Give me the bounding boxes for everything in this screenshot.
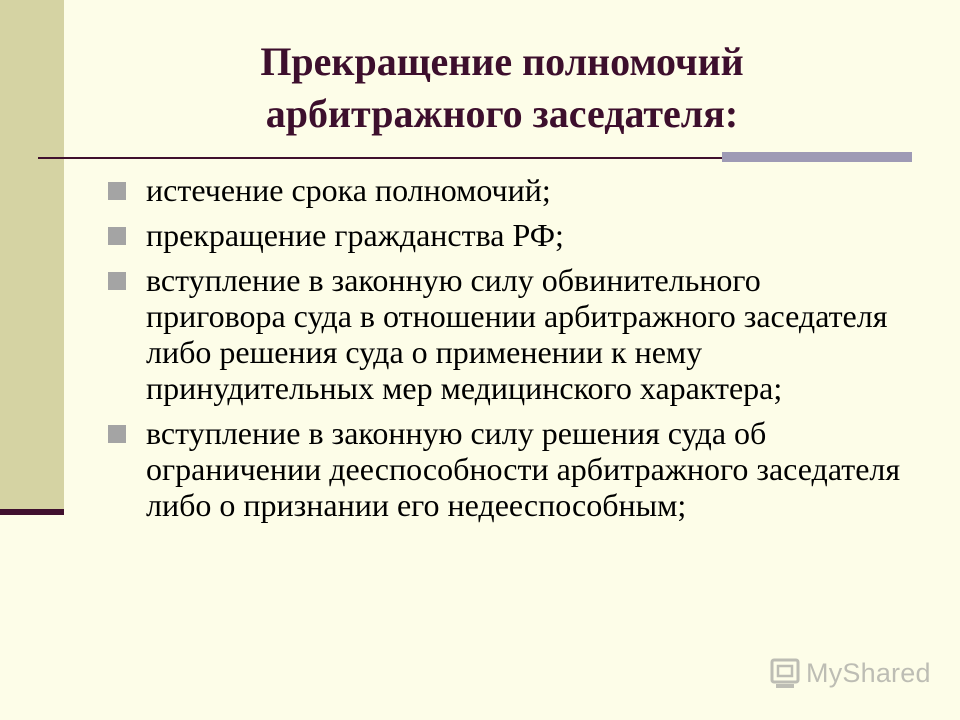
mysharedd-logo-icon [770, 656, 802, 692]
watermark-text: MyShared [806, 658, 931, 688]
slide-title-line-2: арбитражного заседателя: [265, 91, 739, 136]
bullet-list [108, 172, 908, 532]
bullet-square-icon [108, 272, 126, 290]
slide-title [64, 36, 940, 140]
left-band-underline [0, 509, 64, 515]
bullet-square-icon [108, 182, 126, 200]
bullet-item [108, 262, 908, 406]
bullet-text: вступление в законную силу решения суда об ограничении дееспособности арбитражного заседателя либо о признании его недееспособным; [146, 415, 901, 523]
bullet-item [108, 415, 908, 523]
watermark [770, 654, 930, 694]
bullet-text: истечение срока полномочий; [146, 172, 551, 208]
slide-title-line-1: Прекращение полномочий [260, 39, 744, 84]
bullet-text: прекращение гражданства РФ; [146, 217, 564, 253]
title-accent-bar [722, 152, 912, 162]
bullet-item [108, 172, 908, 208]
bullet-text: вступление в законную силу обвинительного приговора суда в отношении арбитражного заседателя либо решения суда о применении к нему принудительных мер медицинского характера; [146, 262, 888, 406]
bullet-square-icon [108, 227, 126, 245]
left-decorative-band [0, 0, 64, 512]
bullet-item [108, 217, 908, 253]
bullet-square-icon [108, 425, 126, 443]
